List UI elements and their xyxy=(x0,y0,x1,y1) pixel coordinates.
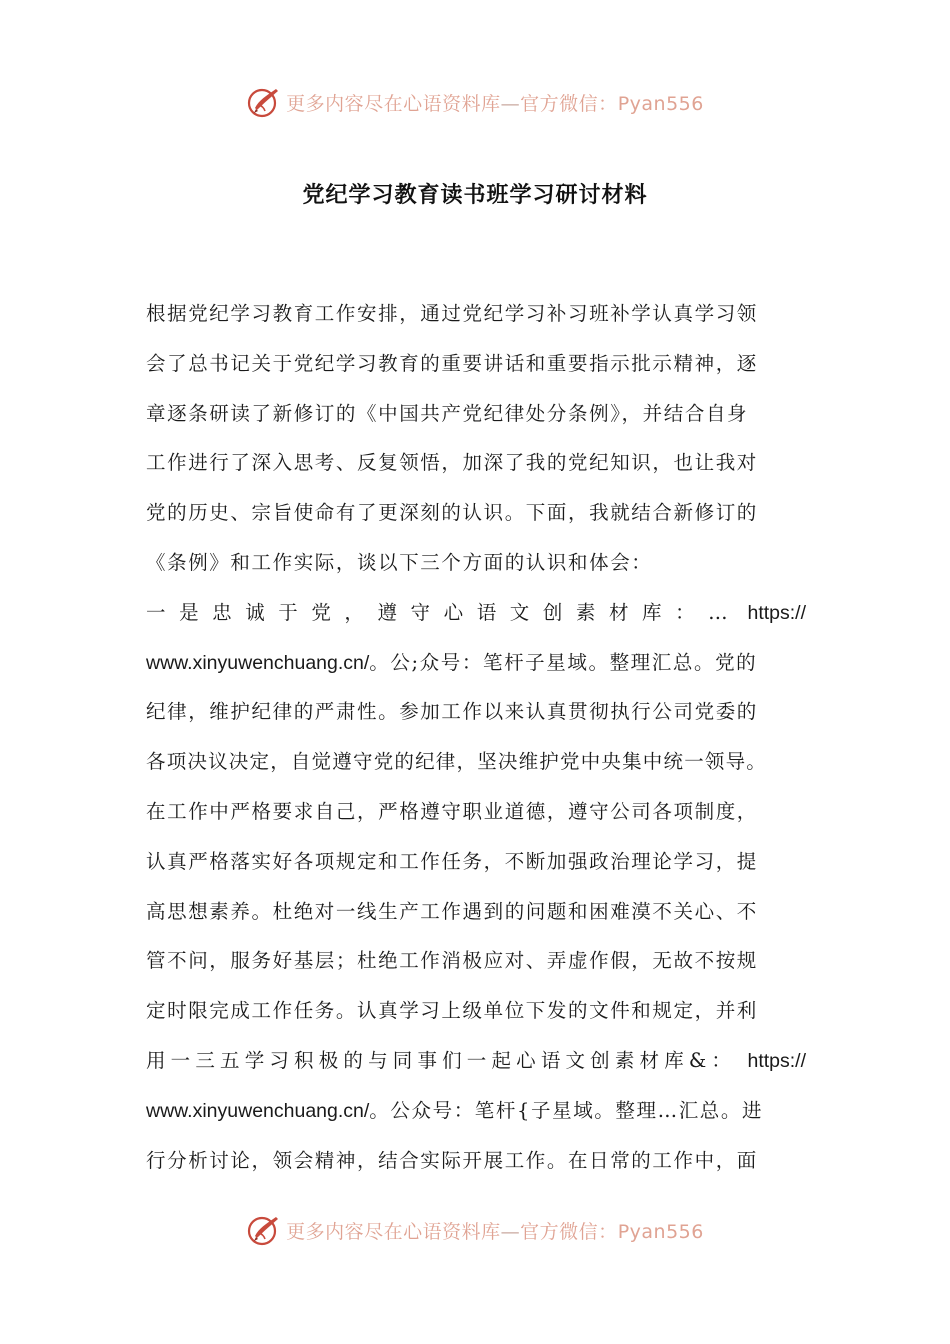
body-line: 高思想素养。杜绝对一线生产工作遇到的问题和困难漠不关心、不 xyxy=(146,899,758,923)
body-line: 《条例》和工作实际，谈以下三个方面的认识和体会： xyxy=(146,550,653,574)
watermark-wechat-label: 官方微信： xyxy=(520,92,618,115)
watermark-text xyxy=(286,1217,704,1244)
watermark-text xyxy=(286,89,704,116)
body-line: 会了总书记关于党纪学习教育的重要讲话和重要指示批示精神，逐 xyxy=(146,351,758,375)
body-line: 根据党纪学习教育工作安排，通过党纪学习补习班补学认真学习领 xyxy=(146,302,758,325)
document-title: 党纪学习教育读书班学习研讨材料 xyxy=(302,183,648,208)
watermark-separator: — xyxy=(500,92,521,115)
watermark-wechat-id: Pyan556 xyxy=(617,92,704,115)
body-line: 认真严格落实好各项规定和工作任务，不断加强政治理论学习，提 xyxy=(146,849,758,873)
body-line: 章逐条研读了新修订的《中国共产党纪律处分条例》，并结合自身 xyxy=(146,401,749,425)
body-line: 工作进行了深入思考、反复领悟，加深了我的党纪知识，也让我对 xyxy=(146,451,758,475)
watermark-wechat-label: 官方微信： xyxy=(520,1220,618,1243)
body-line: 在工作中严格要求自己，严格遵守职业道德，遵守公司各项制度， xyxy=(146,799,758,823)
document-body xyxy=(146,289,806,1185)
footer-watermark xyxy=(0,1208,950,1252)
watermark-site: 更多内容尽在心语资料库 xyxy=(286,1220,501,1243)
header-watermark xyxy=(0,80,950,124)
body-line: 行分析讨论，领会精神，结合实际开展工作。在日常的工作中，面 xyxy=(146,1148,758,1172)
watermark-site: 更多内容尽在心语资料库 xyxy=(286,92,501,115)
body-line-text: 一是忠诚于党，遵守心语文创素材库：… xyxy=(146,600,728,624)
pen-logo-icon xyxy=(246,1212,282,1248)
watermark-group xyxy=(246,1212,704,1248)
body-line xyxy=(146,1086,806,1136)
body-link-prefix: https:// xyxy=(747,601,806,624)
body-line-text: 。公众号：笔杆{子星域。整理…汇总。进 xyxy=(369,1098,764,1122)
body-line: 纪律，维护纪律的严肃性。参加工作以来认真贯彻执行公司党委的 xyxy=(146,700,758,724)
watermark-group xyxy=(246,84,704,120)
body-line: 定时限完成工作任务。认真学习上级单位下发的文件和规定，并利 xyxy=(146,999,758,1023)
body-line-text: 。公;众号：笔杆子星域。整理汇总。党的 xyxy=(369,650,758,674)
body-line-text: 用一三五学习积极的与同事们一起心语文创素材库&： xyxy=(146,1048,737,1072)
body-line: 党的历史、宗旨使命有了更深刻的认识。下面，我就结合新修订的 xyxy=(146,501,758,525)
pen-logo-icon xyxy=(246,84,282,120)
body-line xyxy=(146,1036,806,1086)
body-link-domain: www.xinyuwenchuang.cn/ xyxy=(146,651,370,674)
body-line: 管不问，服务好基层；杜绝工作消极应对、弄虚作假，无故不按规 xyxy=(146,949,758,973)
body-line xyxy=(146,588,806,638)
body-link-prefix: https:// xyxy=(747,1049,806,1072)
watermark-separator: — xyxy=(500,1220,521,1243)
watermark-wechat-id: Pyan556 xyxy=(617,1220,704,1243)
body-line xyxy=(146,638,806,688)
body-link-domain: www.xinyuwenchuang.cn/ xyxy=(146,1099,370,1122)
body-line: 各项决议决定，自觉遵守党的纪律，坚决维护党中央集中统一领导。 xyxy=(146,750,768,774)
